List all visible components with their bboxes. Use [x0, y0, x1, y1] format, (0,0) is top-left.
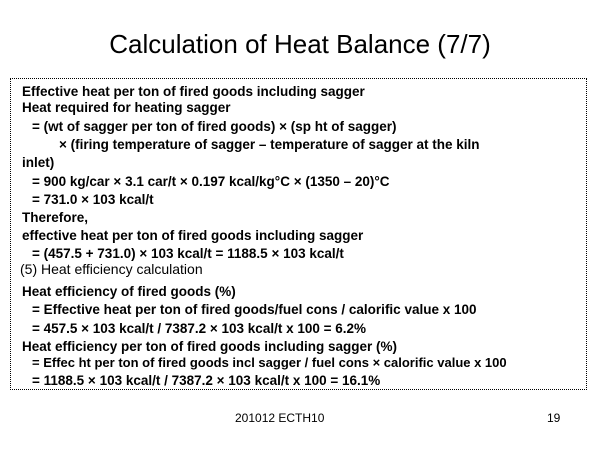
content-line: = Effective heat per ton of fired goods/fuel cons / calorific value x 100 — [32, 302, 477, 317]
content-line: = (457.5 + 731.0) × 103 kcal/t = 1188.5 × 103 kcal/t — [32, 246, 344, 261]
content-line: = 457.5 × 103 kcal/t / 7387.2 × 103 kcal/t x 100 = 6.2% — [32, 321, 367, 336]
content-line: inlet) — [22, 155, 55, 170]
content-line: Heat required for heating sagger — [22, 100, 231, 115]
slide-title: Calculation of Heat Balance (7/7) — [109, 29, 491, 59]
content-line: × (firing temperature of sagger – temperature of sagger at the kiln — [59, 137, 480, 152]
content-line: = 731.0 × 103 kcal/t — [32, 192, 154, 207]
content-line: = 1188.5 × 103 kcal/t / 7387.2 × 103 kcal/t x 100 = 16.1% — [32, 373, 381, 388]
page-number: 19 — [547, 411, 561, 425]
footer-label: 201012 ECTH10 — [235, 411, 325, 425]
section-heading: (5) Heat efficiency calculation — [20, 261, 203, 277]
content-line: = Effec ht per ton of fired goods incl sagger / fuel cons × calorific value x 100 — [32, 355, 507, 370]
content-line: effective heat per ton of fired goods including sagger — [22, 228, 364, 243]
content-line: = 900 kg/car × 3.1 car/t × 0.197 kcal/kg°C × (1350 – 20)°C — [32, 174, 390, 189]
content-line: = (wt of sagger per ton of fired goods) × (sp ht of sagger) — [32, 119, 397, 134]
content-line: Therefore, — [22, 210, 89, 225]
content-line: Heat efficiency of fired goods (%) — [22, 284, 236, 299]
content-line: Effective heat per ton of fired goods including sagger — [22, 84, 365, 99]
content-line: Heat efficiency per ton of fired goods including sagger (%) — [22, 339, 398, 354]
